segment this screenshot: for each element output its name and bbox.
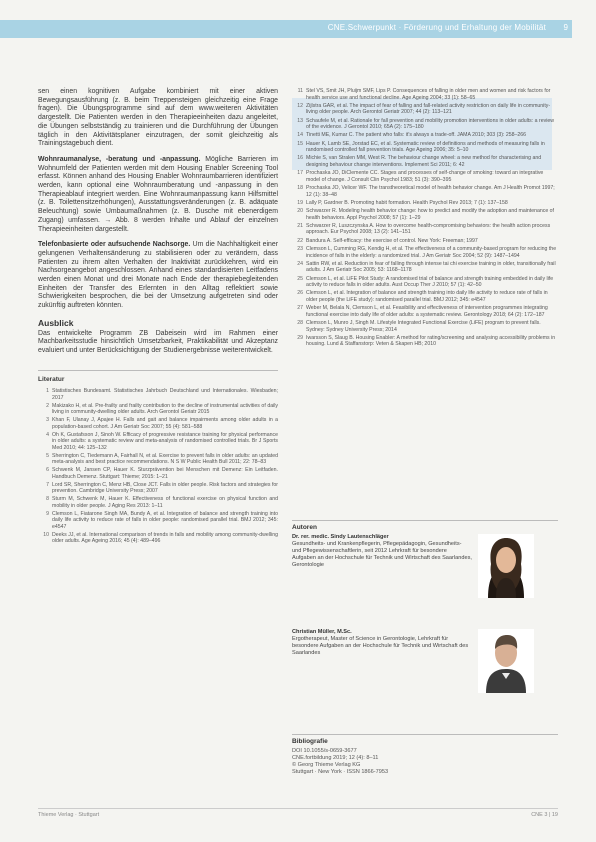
reference-text: Deeks JJ, et al. International comparison of trends in falls and mobility among community-dwelling older adults. Age Ageing 2016; 45 (4): 489–496	[52, 531, 278, 545]
run-in-heading: Telefonbasierte oder aufsuchende Nachsorge.	[38, 241, 191, 249]
reference-item	[292, 141, 558, 154]
paragraph-text: Mögliche Barrieren im Wohnumfeld der Patienten werden mit dem Housing Enabler Screening Tool erfasst. Können anhand des Housing Enabler Wohnraumbarrieren identifiziert werden, kann optional eine Wohnraumberatung und -anpassung in den Therapieablauf integriert werden. Eine Wohnraumanpassung kann Hilfsmittel (z. B. Toilettensitzerhöhungen), Ausstattungsveränderungen (z. B. adäquate Beleuchtung) sowie Umbaumaßnahmen (z. B. Dusche mit ebenerdigem Zugang) umfassen. → Abb. 8 werden Inhalte und Ablauf der einzelnen Therapieeinheiten dargestellt.	[38, 155, 278, 233]
reference-item	[38, 453, 278, 466]
reference-item	[38, 467, 278, 480]
left-column	[38, 88, 278, 546]
reference-number: 7	[46, 481, 49, 488]
reference-number: 1	[46, 388, 49, 395]
authors-box	[292, 520, 558, 724]
reference-text: Schaufele M, et al. Rationale for fall prevention and mobility promotion interventions in older adults: a review of the evidence. J Gerontol 2010; 65A (2): 175–180	[306, 117, 554, 131]
reference-text: Clemson L, et al. LiFE Pilot Study: A randomised trial of balance and strength training embedded in daily life activity to reduce falls in older adults. Aust Occup Ther J 2010; 57 (1): 42–50	[306, 275, 554, 289]
reference-text: Schwarzer R, Luszczynska A. How to overcome health-compromising behaviors: the health action process approach. Eur Psychol 2008; 13 (2): 141–151	[306, 222, 551, 236]
reference-text: Michie S, van Stralen MM, West R. The behaviour change wheel: a new method for characterising and designing behaviour change interventions. Implement Sci 2011; 6: 42	[306, 155, 542, 168]
footer-right-text: CNE 3 | 19	[531, 812, 558, 818]
reference-item	[292, 132, 558, 139]
reference-text: Schwarzer R. Modeling health behavior change: how to predict and modify the adoption and maintenance of health behaviors. Appl Psychol 2008; 57 (1): 1–29	[306, 208, 555, 221]
reference-text: Oh K, Gustafsson J, Sinoh W. Efficacy of progressive resistance training for physical performance in older adults: a systematic review and meta-analysis of randomised controlled trials. Br J Sports Med 2010; 44: 125–132	[52, 431, 278, 451]
reference-item	[38, 417, 278, 430]
author-photo	[478, 534, 534, 598]
reference-item	[292, 305, 558, 318]
section-heading-ausblick: Ausblick	[38, 317, 74, 328]
author-name: Christian Müller, M.Sc.	[292, 629, 352, 635]
reference-number: 23	[297, 246, 303, 253]
reference-number: 14	[297, 132, 303, 139]
reference-text: Stel VS, Smit JH, Pluijm SMF, Lips P. Consequences of falling in older men and women and risk factors for health service use and functional decline. Age Ageing 2004; 33 (1): 58–65	[306, 88, 551, 101]
reference-item	[38, 388, 278, 401]
reference-number: 29	[297, 334, 303, 341]
paragraph-wohnraum	[38, 156, 278, 234]
reference-item	[38, 532, 278, 545]
reference-text: Lord SR, Sherrington C, Menz HB, Close JCT. Falls in older people. Risk factors and strategies for prevention. Cambridge University Press; 2007	[52, 481, 278, 495]
paragraph-text: Um die Nachhaltigkeit einer gelungenen Verhaltensänderung zu stabilisieren oder zu verändern, dass Patienten zu ihrem alten Verhalten der Inaktivität zurückkehren, wird ein Nachsorgeangebot angeschlossen. Anhand eines standardisierten Leitfadens werden einen Monat und drei Monate nach Ende der therapiebegleitenden Einheiten der Transfer des Erlernten in den Alltag reflektiert sowie Schwierigkeiten besprochen, die bei der Umsetzung aufgetreten sind oder zukünftig auftreten könnten.	[38, 241, 279, 310]
biblio-line: © Georg Thieme Verlag KG	[292, 762, 361, 768]
reference-text: Statistisches Bundesamt. Statistisches Jahrbuch Deutschland und Internationales. Wiesbaden; 2017	[52, 388, 278, 401]
reference-number: 22	[297, 237, 303, 244]
author-entry	[292, 534, 558, 629]
reference-text: Makizako H, et al. Pre-frailty and frailty contribution to the decline of instrumental activities of daily living in community-dwelling older adults. Arch Gerontol Geriatr 2015	[52, 402, 278, 416]
reference-number: 19	[297, 199, 303, 206]
author-entry	[292, 629, 558, 724]
reference-text: Bandura A. Self-efficacy: the exercise of control. New York: Freeman; 1997	[306, 237, 478, 244]
reference-item	[292, 200, 558, 207]
reference-number: 25	[297, 275, 303, 282]
footer-rule	[38, 808, 558, 809]
biblio-line: CNE.fortbildung 2019; 12 (4): 8–11	[292, 755, 379, 761]
reference-number: 20	[297, 208, 303, 215]
reference-text: Clemson L, et al. Integration of balance and strength training into daily life activity to reduce rate of falls in older people (the LiFE study): randomised parallel trial. BMJ 2012; 345: e4547	[306, 290, 548, 303]
reference-item	[292, 88, 558, 101]
reference-text: Schwenk M, Jansen CP, Hauer K. Sturzprävention bei Menschen mit Demenz: Ein Leitfaden. Handbuch Demenz. Stuttgart: Thieme; 2015: 1–21	[52, 467, 278, 480]
reference-item	[292, 223, 558, 236]
reference-text: Clemson L, Fiatarone Singh MA, Bundy A, et al. Integration of balance and strength training into daily life activity to reduce rate of falls in older people: randomised parallel trial. BMJ 2012; 345: e4547	[52, 510, 278, 530]
reference-number: 28	[297, 320, 303, 327]
reference-item	[292, 261, 558, 274]
reference-text: Tinetti ME, Kumar C. The patient who falls: it's always a trade-off. JAMA 2010; 303 (3): 258–266	[306, 132, 527, 139]
reference-item	[292, 290, 558, 303]
reference-text: Hauer K, Lamb SE, Jorstad EC, et al. Systematic review of definitions and methods of measuring falls in randomised controlled fall prevention trials. Age Ageing 2006; 35: 5–10	[306, 140, 545, 154]
reference-text: Prochaska JO, DiClemente CC. Stages and processes of self-change of smoking: toward an integrative model of change. J Consult Clin Psychol 1983; 51 (3): 390–395	[306, 170, 544, 183]
run-in-heading: Wohnraumanalyse, -beratung und -anpassung.	[38, 155, 201, 163]
reference-item	[292, 335, 558, 348]
author-photo-graphic	[478, 629, 534, 693]
reference-item	[292, 118, 558, 131]
reference-item	[292, 238, 558, 245]
author-bio: Ergotherapeut, Master of Science in Gerontologie, Lehrkraft für besondere Aufgaben an der Hochschule für Technik und Wirtschaft des Saarlandes	[292, 636, 469, 656]
reference-text: Iwarsson S, Slaug B. Housing Enabler: A method for rating/screening and analysing accessibility problems in housing. Lund & Staffanstorp: Veten & Skapen HB; 2010	[306, 334, 556, 348]
reference-number: 6	[46, 467, 49, 474]
reference-number: 2	[46, 402, 49, 409]
reference-list	[292, 88, 558, 348]
reference-item	[292, 320, 558, 333]
reference-item	[38, 511, 278, 531]
reference-number: 26	[297, 290, 303, 297]
paragraph-nachsorge	[38, 241, 278, 311]
literatur-heading: Literatur	[38, 370, 278, 385]
reference-number: 15	[297, 140, 303, 147]
reference-text: Clemson L, Munro J, Singh M. Lifestyle Integrated Functional Exercise (LiFE) program to prevent falls. Sydney: Sydney University Press; 2014	[306, 320, 541, 333]
reference-text: Clemson L, Cumming RG, Kendig H, et al. The effectiveness of a community-based program for reducing the incidence of falls in the elderly: a randomized trial. J Am Geriatr Soc 2004; 52 (9): 1487–1494	[306, 246, 557, 259]
reference-item	[38, 482, 278, 495]
reference-text: Zijlstra GAR, et al. The impact of fear of falling and fall-related activity restriction on daily life in community-living older people. Arch Gerontol Geriatr 2007; 44 (2): 113–121	[306, 102, 551, 116]
reference-number: 17	[297, 170, 303, 177]
author-text-block	[292, 534, 472, 569]
reference-item	[38, 432, 278, 452]
biblio-line: Stuttgart · New York · ISSN 1866-7953	[292, 769, 389, 775]
reference-text: Prochaska JO, Velicer WF. The transtheoretical model of health behavior change. Am J Health Promot 1997; 12 (1): 38–48	[306, 185, 555, 198]
reference-item	[292, 185, 558, 198]
reference-number: 24	[297, 260, 303, 267]
reference-number: 9	[46, 510, 49, 517]
footer-left-text: Thieme Verlag · Stuttgart	[38, 812, 100, 818]
reference-text: Weber M, Belala N, Clemson L, et al. Feasibility and effectiveness of intervention programmes integrating functional exercise into daily life of older adults: a systematic review. Gerontology 2018; 64 (2): 172–187	[306, 305, 548, 318]
ausblick-paragraph: Das entwickelte Programm ZB Dabeisein wird im Rahmen einer Machbarkeitsstudie hinsichtlich Umsetzbarkeit, Praktikabilität und Akzeptanz evaluiert und unter Berücksichtigung der Studienergebnisse weiterentwickelt.	[38, 329, 278, 354]
reference-item	[292, 246, 558, 259]
bibliography-box	[292, 734, 558, 776]
reference-item	[38, 403, 278, 416]
reference-number: 13	[297, 117, 303, 124]
reference-text: Sattin RW, et al. Reduction in fear of falling through intense tai chi exercise training in older, transitionally frail adults. J Am Geriatr Soc 2005; 53: 1168–1178	[306, 260, 556, 274]
reference-text: Lally P, Gardner B. Promoting habit formation. Health Psychol Rev 2013; 7 (1): 137–158	[306, 199, 508, 206]
reference-text: Khan F, Ulanay J, Apajee H. Falls and gait and balance impairments among older adults in a population-based cohort. J Am Geriatr Soc 2007; 55 (4): 581–588	[52, 417, 278, 430]
reference-number: 5	[46, 452, 49, 459]
reference-number: 4	[46, 431, 49, 438]
author-bio: Gesundheits- und Krankenpflegerin, Pflegepädagogin, Gesundheits- und Pflegewissenschaftlerin, seit 2012 Lehrkraft für besondere Aufgaben an der Hochschule für Technik und Wirtschaft des Saarlandes, Gerontologie	[292, 541, 472, 568]
running-header: CNE.Schwerpunkt · Förderung und Erhaltung der Mobilität	[327, 23, 546, 32]
intro-paragraph: sen einen kognitiven Aufgabe kombiniert mit einer aktiven Bewegungsausführung (z. B. beim Treppensteigen gleichzeitig eine Frage fragen). Die Übungsprogramme sind auf dem www.weiteren Aktivitäten dargestellt. Die Patienten werden in den Therapieeinheiten dazu angeleitet, die Übungen selbstständig zu trainieren und die Durchführung der Übungen täglich in den Aktivitätsplaner einzutragen, der somit gleichzeitig als Trainingstagebuch dient.	[38, 88, 278, 148]
reference-item	[292, 276, 558, 289]
page-number: 9	[563, 23, 568, 32]
author-photo	[478, 629, 534, 693]
right-column	[292, 88, 558, 350]
reference-number: 21	[297, 222, 303, 229]
author-text-block	[292, 629, 472, 657]
reference-item	[38, 496, 278, 509]
reference-number: 18	[297, 185, 303, 192]
authors-heading: Autoren	[292, 524, 317, 531]
reference-item	[292, 155, 558, 168]
reference-number: 10	[43, 531, 49, 538]
author-name: Dr. rer. medic. Sindy Lautenschläger	[292, 534, 389, 540]
reference-number: 3	[46, 417, 49, 424]
reference-number: 16	[297, 155, 303, 162]
biblio-line: DOI 10.1055/s-0659-3677	[292, 748, 357, 754]
reference-number: 12	[297, 102, 303, 109]
literature-list	[38, 388, 278, 545]
reference-text: Sherrington C, Tiedemann A, Fairhall N, et al. Exercise to prevent falls in older adults: an updated meta-analysis and best practice recommendations. N S W Public Health Bull 2011; 22: 78–83	[52, 452, 278, 466]
reference-item	[292, 208, 558, 221]
reference-text: Sturm M, Schwenk M, Hauer K. Effectiveness of functional exercise on physical function and mobility in older people. J Aging Res 2013: 1–11	[52, 496, 278, 509]
author-photo-graphic	[478, 534, 534, 598]
bibliography-heading: Bibliografie	[292, 738, 328, 745]
reference-number: 8	[46, 496, 49, 503]
reference-item	[292, 170, 558, 183]
reference-number: 11	[297, 88, 303, 94]
reference-item	[292, 103, 558, 116]
reference-number: 27	[297, 305, 303, 312]
